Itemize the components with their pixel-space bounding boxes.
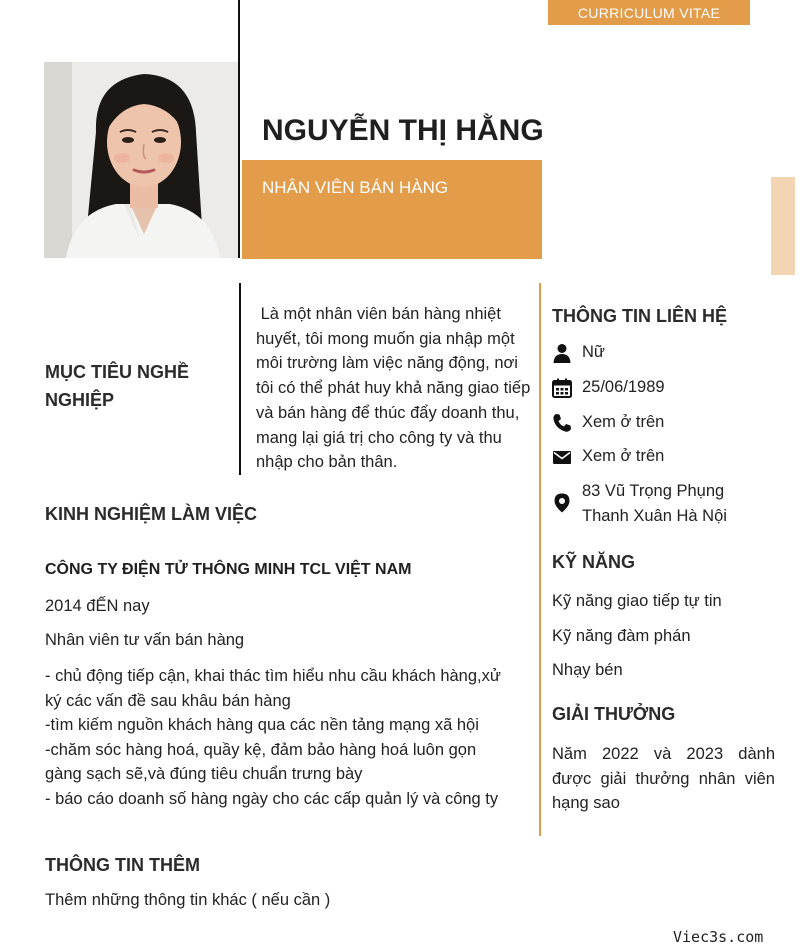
header-divider — [238, 0, 240, 258]
duty-item: -tìm kiếm nguồn khách hàng qua các nền tảng mạng xã hội — [45, 716, 479, 734]
work-position: Nhân viên tư vấn bán hàng — [45, 631, 245, 649]
address-line-2: Thanh Xuân Hà Nội — [582, 507, 727, 525]
duty-item: - chủ động tiếp cận, khai thác tìm hiểu nhu cầu khách hàng,xử ký các vấn đề sau khâu bán hàng — [45, 667, 501, 710]
curriculum-vitae-banner: CURRICULUM VITAE — [548, 0, 750, 25]
extra-info-text: Thêm những thông tin khác ( nếu cần ) — [45, 891, 331, 909]
objective-heading: MỤC TIÊU NGHỀ NGHIỆP — [45, 362, 189, 410]
gender-label: Nữ — [582, 343, 605, 361]
person-icon — [552, 343, 572, 363]
company-name: CÔNG TY ĐIỆN TỬ THÔNG MINH TCL VIỆT NAM — [45, 561, 412, 578]
job-title-box — [242, 160, 542, 259]
objective-divider — [239, 283, 241, 475]
extra-info-heading: THÔNG TIN THÊM — [45, 855, 200, 875]
experience-heading: KINH NGHIỆM LÀM VIỆC — [45, 504, 258, 524]
objective-text: Là một nhân viên bán hàng nhiệt huyết, tôi mong muốn gia nhập một môi trường làm việc năng động, nơi tôi có thể phát huy khả năng giao tiếp và bán hàng để thúc đẩy doanh thu, mang lại giá trị cho công ty và thu nhập cho bản thân. — [256, 305, 535, 472]
mail-icon — [552, 447, 572, 467]
side-accent-tab — [771, 177, 795, 275]
candidate-name: NGUYỄN THỊ HẰNG — [262, 114, 544, 147]
duty-item: -chăm sóc hàng hoá, quầy kệ, đảm bảo hàng hoá luôn gọn gàng sạch sẽ,và đúng tiêu chuẩn trưng bày — [45, 740, 477, 783]
work-period: 2014 đẾN nay — [45, 597, 150, 615]
award-text: Năm 2022 và 2023 dành được giải thưởng nhân viên hạng sao — [552, 745, 775, 812]
right-column-divider — [539, 283, 541, 836]
duty-item: - báo cáo doanh số hàng ngày cho các cấp quản lý và công ty — [45, 789, 499, 808]
phone-icon — [552, 413, 572, 433]
skills-heading: KỸ NĂNG — [552, 552, 636, 572]
skill-item: Kỹ năng giao tiếp tự tin — [552, 592, 722, 610]
skill-item: Kỹ năng đàm phán — [552, 627, 691, 645]
email-label: Xem ở trên — [582, 447, 665, 465]
location-pin-icon — [552, 493, 572, 513]
duty-list — [45, 664, 507, 811]
job-title: NHÂN VIÊN BÁN HÀNG — [262, 178, 449, 197]
calendar-icon — [552, 378, 572, 398]
site-watermark: Viec3s.com — [673, 928, 764, 946]
address-line-1: 83 Vũ Trọng Phụng — [582, 482, 725, 500]
contact-heading: THÔNG TIN LIÊN HỆ — [552, 306, 727, 326]
skill-item: Nhạy bén — [552, 661, 623, 679]
phone-label: Xem ở trên — [582, 413, 665, 431]
birthdate-label: 25/06/1989 — [582, 378, 665, 396]
profile-photo — [44, 62, 238, 258]
awards-heading: GIẢI THƯỞNG — [552, 704, 676, 724]
